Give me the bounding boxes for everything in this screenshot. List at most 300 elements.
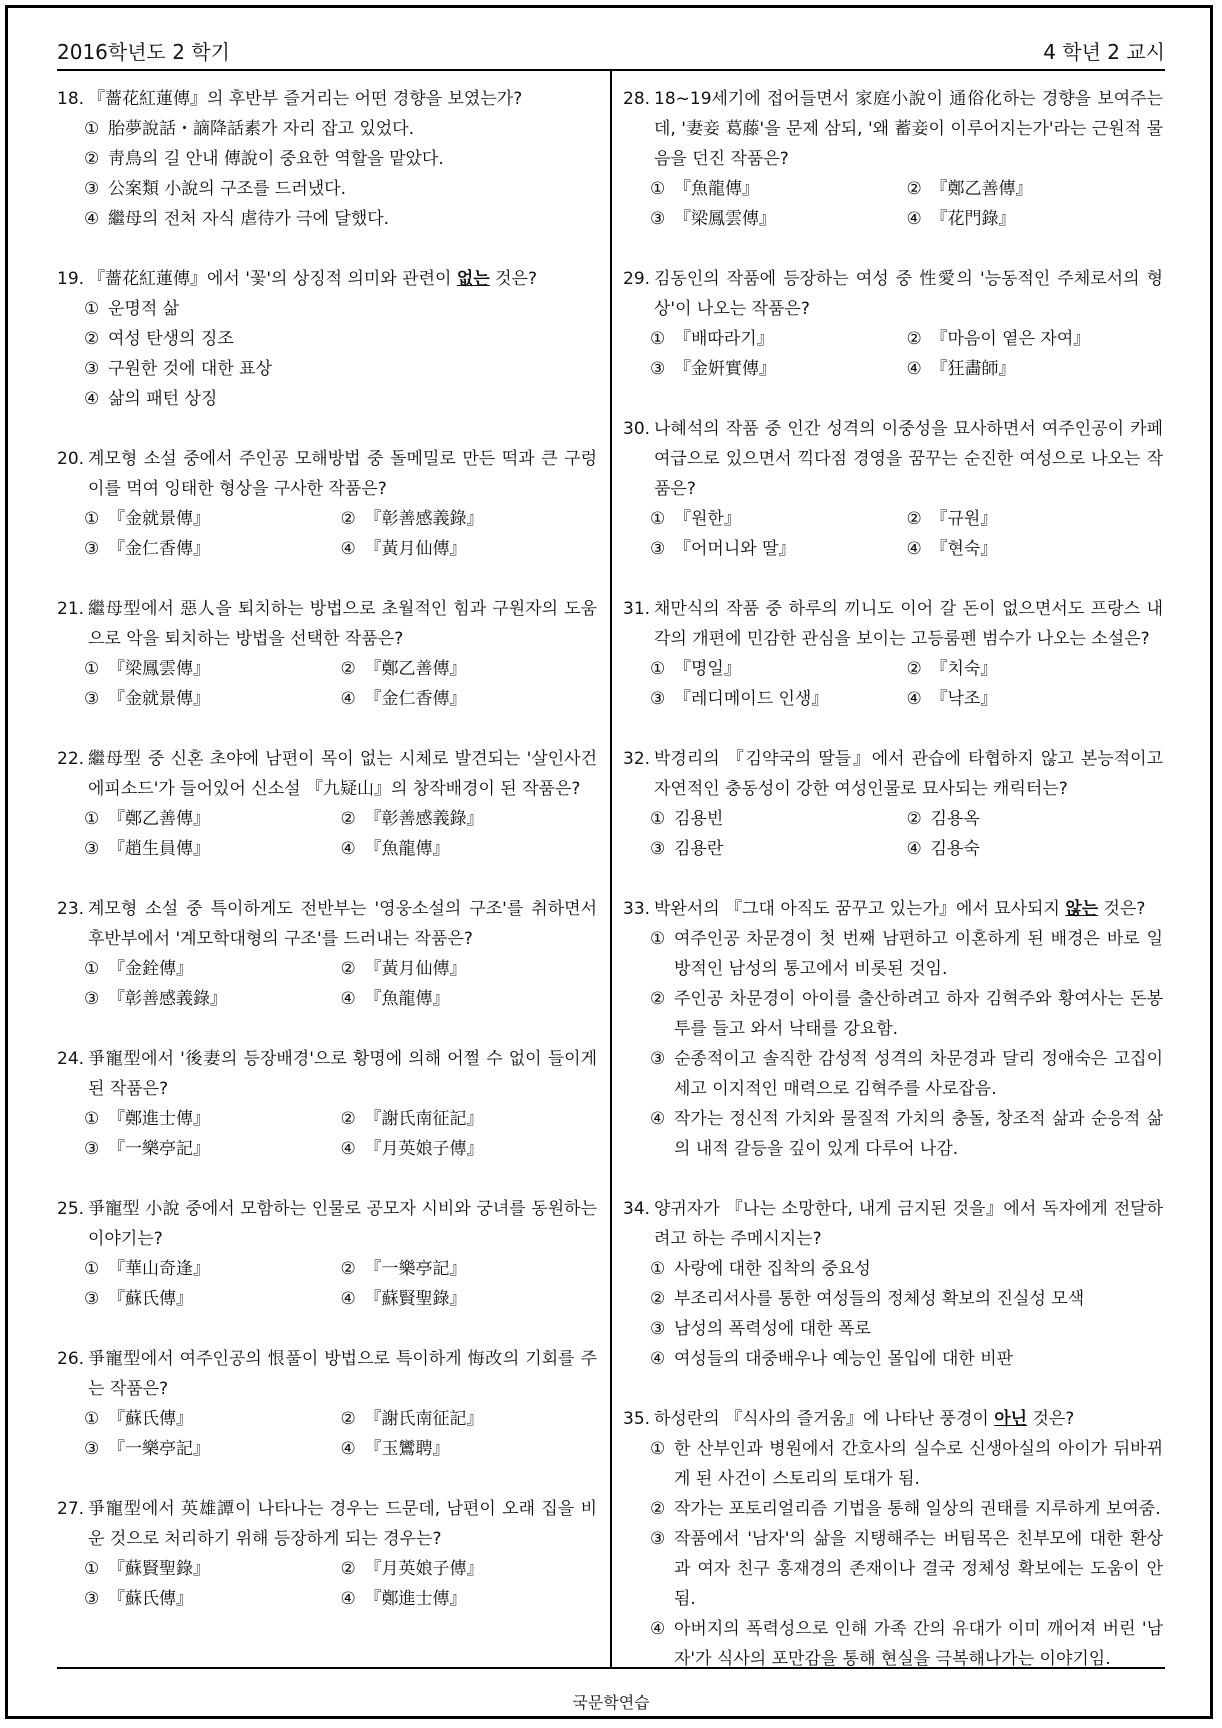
option-text: 작가는 포토리얼리즘 기법을 통해 일상의 권태를 지루하게 보여줌. <box>674 1499 1161 1519</box>
option-text: 『彰善感義錄』 <box>108 989 227 1009</box>
option-mark: ③ <box>84 1439 100 1459</box>
answer-option <box>623 1344 1163 1374</box>
course-name: 국문학연습 <box>572 1693 650 1712</box>
answer-option <box>623 1254 1163 1284</box>
question-stem <box>623 894 1163 924</box>
answer-options <box>57 654 597 714</box>
option-text: 『彰善感義錄』 <box>364 809 484 829</box>
option-text: 『마음이 옅은 자여』 <box>930 329 1091 349</box>
answer-option <box>907 174 1164 204</box>
question-stem <box>57 894 597 954</box>
option-text: 『金仁香傳』 <box>364 689 467 709</box>
option-text: 『梁鳳雲傳』 <box>674 209 776 229</box>
option-text: 『蘇賢聖錄』 <box>364 1289 467 1309</box>
answer-option <box>650 804 907 834</box>
option-text: 김용옥 <box>930 809 980 829</box>
option-text: 『蘇氏傳』 <box>108 1289 193 1309</box>
answer-option <box>57 144 597 174</box>
question-stem <box>623 264 1163 324</box>
option-mark: ③ <box>84 1289 100 1309</box>
question-stem <box>623 414 1163 504</box>
option-mark: ② <box>340 1109 356 1129</box>
option-text: 운명적 삶 <box>108 299 180 319</box>
answer-option <box>650 684 907 714</box>
answer-option <box>907 804 1164 834</box>
option-mark: ③ <box>84 689 100 709</box>
question-number: 18. <box>57 89 85 109</box>
option-text: 『謝氏南征記』 <box>364 1409 484 1429</box>
option-mark: ④ <box>340 1589 356 1609</box>
option-text: 삶의 패턴 상징 <box>108 389 218 409</box>
question <box>57 594 597 714</box>
question-number: 22. <box>57 749 85 769</box>
question-text: 김동인의 작품에 등장하는 여성 중 性愛의 '능동적인 주체로서의 형상'이 나오는 작품은? <box>654 269 1163 319</box>
question-text: 나혜석의 작품 중 인간 성격의 이중성을 묘사하면서 여주인공이 카페 여급으로 있으면서 끽다점 경영을 꿈꾸는 순진한 여성으로 나오는 작품은? <box>654 419 1163 499</box>
option-text: 『鄭乙善傳』 <box>108 809 210 829</box>
option-mark: ④ <box>906 689 922 709</box>
option-mark: ② <box>906 809 922 829</box>
answer-option <box>650 654 907 684</box>
answer-option <box>84 1134 341 1164</box>
answer-option <box>57 294 597 324</box>
question-number: 24. <box>57 1049 85 1069</box>
answer-option <box>57 204 597 234</box>
option-mark: ① <box>84 119 100 139</box>
answer-option <box>907 354 1164 384</box>
option-mark: ① <box>650 179 666 199</box>
answer-option <box>341 1554 598 1584</box>
question-number: 19. <box>57 269 85 289</box>
question <box>57 84 597 234</box>
option-mark: ② <box>84 329 100 349</box>
option-mark: ① <box>84 959 100 979</box>
option-text: 작가는 정신적 가치와 물질적 가치의 충돌, 창조적 삶과 순응적 삶의 내적 갈등을 깊이 있게 다루어 나감. <box>674 1109 1163 1159</box>
answer-option <box>84 1254 341 1284</box>
option-mark: ④ <box>340 839 356 859</box>
option-text: 『蘇氏傳』 <box>108 1589 193 1609</box>
question-number: 34. <box>623 1199 651 1219</box>
option-text: 『月英娘子傳』 <box>364 1559 484 1579</box>
question-stem <box>57 1494 597 1554</box>
option-text: 『원한』 <box>674 509 741 529</box>
answer-option <box>84 1104 341 1134</box>
answer-option <box>650 204 907 234</box>
question-number: 21. <box>57 599 85 619</box>
option-text: 주인공 차문경이 아이를 출산하려고 하자 김혁주와 황여사는 돈봉투를 들고 와서 낙태를 강요함. <box>674 989 1163 1039</box>
option-text: 김용숙 <box>930 839 980 859</box>
answer-option <box>341 1284 598 1314</box>
answer-option <box>341 1434 598 1464</box>
question-number: 20. <box>57 449 85 469</box>
answer-option <box>341 534 598 564</box>
option-mark: ① <box>650 509 666 529</box>
question-stem <box>57 1194 597 1254</box>
option-text: 여성들의 대중배우나 예능인 몰입에 대한 비판 <box>674 1349 1014 1369</box>
answer-options <box>57 504 597 564</box>
option-mark: ④ <box>340 689 356 709</box>
question <box>623 264 1163 384</box>
answer-option <box>341 804 598 834</box>
option-mark: ④ <box>906 359 922 379</box>
option-mark: ③ <box>650 1319 666 1339</box>
answer-option <box>907 324 1164 354</box>
option-mark: ③ <box>650 539 666 559</box>
option-text: 김용빈 <box>674 809 724 829</box>
question-text: 『薔花紅蓮傳』의 후반부 즐거리는 어떤 경향을 보였는가? <box>88 89 523 109</box>
option-mark: ③ <box>650 1529 666 1549</box>
option-text: 『鄭進士傳』 <box>108 1109 210 1129</box>
option-text: 부조리서사를 통한 여성들의 정체성 확보의 진실성 모색 <box>674 1289 1085 1309</box>
question-text: 爭寵型 小說 중에서 모함하는 인물로 공모자 시비와 궁녀를 동원하는 이야기는? <box>88 1199 597 1249</box>
page-header <box>57 36 1165 66</box>
option-text: 『一樂亭記』 <box>108 1439 210 1459</box>
option-mark: ④ <box>906 209 922 229</box>
question <box>57 1194 597 1314</box>
option-text: 『黃月仙傳』 <box>364 959 467 979</box>
option-text: 『규원』 <box>930 509 998 529</box>
question-stem <box>623 84 1163 174</box>
option-text: 『魚龍傳』 <box>674 179 759 199</box>
option-text: 『趙生員傳』 <box>108 839 210 859</box>
answer-option <box>341 954 598 984</box>
option-mark: ④ <box>650 1349 666 1369</box>
option-mark: ④ <box>906 539 922 559</box>
answer-option <box>650 324 907 354</box>
answer-option <box>341 1134 598 1164</box>
option-text: 『레디메이드 인생』 <box>674 689 829 709</box>
semester-label: 2016학년도 2 학기 <box>57 40 230 64</box>
answer-options <box>57 1104 597 1164</box>
answer-option <box>84 1434 341 1464</box>
option-text: 『金銓傳』 <box>108 959 193 979</box>
option-text: 『蘇氏傳』 <box>108 1409 193 1429</box>
option-mark: ② <box>906 659 922 679</box>
question-text: 박경리의 『김약국의 딸들』에서 관습에 타협하지 않고 본능적이고 자연적인 충동성이 강한 여성인물로 묘사되는 캐릭터는? <box>654 749 1163 799</box>
option-mark: ① <box>650 1259 666 1279</box>
question <box>623 744 1163 864</box>
answer-option <box>341 654 598 684</box>
option-mark: ③ <box>84 1139 100 1159</box>
answer-option <box>84 1554 341 1584</box>
option-mark: ① <box>650 329 666 349</box>
option-mark: ④ <box>340 539 356 559</box>
option-text: 작품에서 '남자'의 삶을 지탱해주는 버팀목은 친부모에 대한 환상과 여자 친구 홍재경의 존재이나 결국 정체성 확보에는 도움이 안 됨. <box>674 1529 1163 1609</box>
period-label: 4 학년 2 교시 <box>1043 40 1165 64</box>
answer-option <box>84 1284 341 1314</box>
question-number: 30. <box>623 419 651 439</box>
option-mark: ① <box>84 1259 100 1279</box>
option-mark: ② <box>340 809 356 829</box>
question <box>57 1344 597 1464</box>
answer-option <box>623 1614 1163 1674</box>
option-text: 『鄭進士傳』 <box>364 1589 467 1609</box>
answer-option <box>907 204 1164 234</box>
emphasized-word: 않는 <box>1065 899 1099 919</box>
question <box>57 444 597 564</box>
answer-option <box>341 834 598 864</box>
question-number: 35. <box>623 1409 651 1429</box>
option-mark: ③ <box>650 689 666 709</box>
option-mark: ④ <box>650 1619 666 1639</box>
option-mark: ① <box>84 659 100 679</box>
answer-option <box>623 924 1163 984</box>
question-text: 계모형 소설 중에서 주인공 모해방법 중 돌메밀로 만든 떡과 큰 구렁이를 먹여 잉태한 형상을 구사한 작품은? <box>88 449 597 499</box>
question-text <box>654 894 1163 924</box>
question-text: 18~19세기에 접어들면서 家庭小說이 通俗化하는 경향을 보여주는데, '妻妾 葛藤'을 문제 삼되, '왜 蓄妾이 이루어지는가'라는 근원적 물음을 던진 작품은? <box>654 89 1163 169</box>
answer-option <box>623 1104 1163 1164</box>
answer-option <box>84 954 341 984</box>
option-text: 胎夢說話・謫降話素가 자리 잡고 있었다. <box>108 119 414 139</box>
option-mark: ③ <box>84 179 100 199</box>
option-text: 한 산부인과 병원에서 간호사의 실수로 신생아실의 아이가 뒤바뀌게 된 사건이 스토리의 토대가 됨. <box>674 1439 1163 1489</box>
answer-option <box>84 504 341 534</box>
option-mark: ② <box>340 1559 356 1579</box>
right-column <box>623 84 1163 1704</box>
option-mark: ③ <box>650 1049 666 1069</box>
answer-option <box>341 1584 598 1614</box>
option-text: 『一樂亭記』 <box>364 1259 467 1279</box>
answer-option <box>84 534 341 564</box>
answer-option <box>341 984 598 1014</box>
option-text: 靑鳥의 길 안내 傳說이 중요한 역할을 맡았다. <box>108 149 444 169</box>
option-mark: ③ <box>84 989 100 1009</box>
answer-option <box>623 1314 1163 1344</box>
question-number: 27. <box>57 1499 85 1519</box>
option-mark: ① <box>650 809 666 829</box>
answer-option <box>341 504 598 534</box>
question-stem <box>623 744 1163 804</box>
option-mark: ① <box>84 1109 100 1129</box>
option-text: 여성 탄생의 징조 <box>108 329 234 349</box>
answer-option <box>84 1404 341 1434</box>
option-mark: ① <box>84 1559 100 1579</box>
answer-option <box>907 684 1164 714</box>
option-mark: ① <box>650 659 666 679</box>
answer-options <box>57 1554 597 1614</box>
option-mark: ② <box>650 1289 666 1309</box>
option-text: 『현숙』 <box>930 539 998 559</box>
option-text: 『배따라기』 <box>674 329 774 349</box>
answer-option <box>84 1584 341 1614</box>
answer-options <box>623 174 1163 234</box>
answer-option <box>907 534 1164 564</box>
option-mark: ④ <box>650 1109 666 1129</box>
option-mark: ② <box>340 1409 356 1429</box>
option-mark: ③ <box>84 839 100 859</box>
question <box>623 1194 1163 1374</box>
option-text: 『魚龍傳』 <box>364 989 450 1009</box>
option-text: 『謝氏南征記』 <box>364 1109 484 1129</box>
question <box>57 264 597 414</box>
question-text-post: 것은? <box>1098 899 1146 919</box>
answer-option <box>341 684 598 714</box>
option-text: 『치숙』 <box>930 659 998 679</box>
answer-option <box>623 1284 1163 1314</box>
answer-options <box>57 1404 597 1464</box>
option-mark: ② <box>650 1499 666 1519</box>
option-mark: ② <box>340 959 356 979</box>
option-mark: ④ <box>340 1139 356 1159</box>
option-text: 『金姸實傳』 <box>674 359 776 379</box>
option-text: 『玉鸞聘』 <box>364 1439 450 1459</box>
answer-options <box>57 1254 597 1314</box>
option-text: 『黃月仙傳』 <box>364 539 467 559</box>
answer-option <box>623 984 1163 1044</box>
question <box>57 744 597 864</box>
question-text: 양귀자가 『나는 소망한다, 내게 금지된 것을』에서 독자에게 전달하려고 하는 주메시지는? <box>654 1199 1163 1249</box>
answer-option <box>341 1104 598 1134</box>
option-text: 『낙조』 <box>930 689 998 709</box>
option-mark: ① <box>84 809 100 829</box>
question-text-pre: 하성란의 『식사의 즐거움』에 나타난 풍경이 <box>654 1409 995 1429</box>
question-stem <box>57 594 597 654</box>
question-stem <box>57 444 597 504</box>
question-number: 23. <box>57 899 85 919</box>
question <box>623 594 1163 714</box>
question-text: 繼母型에서 惡人을 퇴치하는 방법으로 초월적인 힘과 구원자의 도움으로 악을 퇴치하는 방법을 선택한 작품은? <box>88 599 597 649</box>
question-number: 26. <box>57 1349 85 1369</box>
answer-option <box>623 1044 1163 1104</box>
option-text: 繼母의 전처 자식 虐待가 극에 달했다. <box>108 209 390 229</box>
option-mark: ② <box>340 509 356 529</box>
answer-option <box>57 174 597 204</box>
answer-options <box>623 654 1163 714</box>
option-mark: ④ <box>84 389 100 409</box>
option-text: 사랑에 대한 집착의 중요성 <box>674 1259 871 1279</box>
question-text <box>654 1404 1163 1434</box>
answer-option <box>84 984 341 1014</box>
answer-option <box>623 1494 1163 1524</box>
question-number: 31. <box>623 599 651 619</box>
answer-option <box>57 324 597 354</box>
answer-options <box>57 804 597 864</box>
option-mark: ③ <box>84 359 100 379</box>
answer-option <box>57 384 597 414</box>
option-text: 『華山奇逢』 <box>108 1259 210 1279</box>
option-text: 『어머니와 딸』 <box>674 539 796 559</box>
answer-option <box>907 654 1164 684</box>
question <box>57 1044 597 1164</box>
option-text: 순종적이고 솔직한 감성적 성격의 차문경과 달리 정애숙은 고집이 세고 이지적인 매력으로 김혁주를 사로잡음. <box>674 1049 1163 1099</box>
answer-option <box>650 534 907 564</box>
question <box>623 84 1163 234</box>
answer-option <box>84 804 341 834</box>
option-mark: ② <box>906 329 922 349</box>
option-mark: ② <box>906 179 922 199</box>
option-mark: ② <box>84 149 100 169</box>
emphasized-word: 없는 <box>456 269 490 289</box>
question-number: 33. <box>623 899 651 919</box>
question-stem <box>57 1044 597 1104</box>
question-text: 爭寵型에서 여주인공의 恨풀이 방법으로 특이하게 悔改의 기회를 주는 작품은? <box>88 1349 597 1399</box>
question-text-pre: 박완서의 『그대 아직도 꿈꾸고 있는가』에서 묘사되지 <box>654 899 1066 919</box>
answer-option <box>84 654 341 684</box>
option-mark: ① <box>84 299 100 319</box>
question <box>57 1494 597 1614</box>
question-text-post: 것은? <box>489 269 537 289</box>
answer-option <box>341 1254 598 1284</box>
answer-option <box>57 114 597 144</box>
answer-option <box>84 684 341 714</box>
option-text: 김용란 <box>674 839 724 859</box>
left-column <box>57 84 597 1644</box>
answer-option <box>650 504 907 534</box>
option-text: 『金就景傳』 <box>108 689 210 709</box>
answer-options <box>57 954 597 1014</box>
question-stem <box>57 744 597 804</box>
question-stem <box>57 84 597 114</box>
answer-option <box>907 834 1164 864</box>
option-text: 『一樂亭記』 <box>108 1139 210 1159</box>
question-text: 爭寵型에서 '後妻의 등장배경'으로 황명에 의해 어쩔 수 없이 들이게 된 작품은? <box>88 1049 597 1099</box>
question-text: 계모형 소설 중 특이하게도 전반부는 '영웅소설의 구조'를 취하면서 후반부에서 '계모학대형의 구조'를 드러내는 작품은? <box>88 899 597 949</box>
answer-option <box>623 1524 1163 1614</box>
question-stem <box>623 594 1163 654</box>
question-text: 爭寵型에서 英雄譚이 나타나는 경우는 드문데, 남편이 오래 집을 비운 것으로 처리하기 위해 등장하게 되는 경우는? <box>88 1499 597 1549</box>
answer-option <box>907 504 1164 534</box>
answer-option <box>650 834 907 864</box>
column-divider <box>610 69 612 1667</box>
option-text: 『梁鳳雲傳』 <box>108 659 210 679</box>
question-stem <box>623 1194 1163 1254</box>
option-text: 『狂畵師』 <box>930 359 1016 379</box>
option-mark: ④ <box>340 989 356 1009</box>
option-mark: ④ <box>340 1289 356 1309</box>
option-mark: ② <box>340 659 356 679</box>
option-mark: ② <box>906 509 922 529</box>
option-text: 『月英娘子傳』 <box>364 1139 484 1159</box>
question-text-pre: 『薔花紅蓮傳』에서 '꽃'의 상징적 의미와 관련이 <box>88 269 457 289</box>
question-text <box>88 264 597 294</box>
option-text: 『花門錄』 <box>930 209 1016 229</box>
answer-option <box>341 1404 598 1434</box>
option-mark: ② <box>650 989 666 1009</box>
question <box>57 894 597 1014</box>
option-mark: ① <box>84 509 100 529</box>
option-text: 『鄭乙善傳』 <box>930 179 1033 199</box>
option-text: 公案類 小說의 구조를 드러냈다. <box>108 179 346 199</box>
answer-options <box>623 504 1163 564</box>
question-text: 繼母型 중 신혼 초야에 남편이 목이 없는 시체로 발견되는 '살인사건 에피소드'가 들어있어 신소설 『九疑山』의 창작배경이 된 작품은? <box>88 749 597 799</box>
question-number: 25. <box>57 1199 85 1219</box>
question <box>623 414 1163 564</box>
question-stem <box>57 264 597 294</box>
answer-options <box>623 324 1163 384</box>
option-mark: ① <box>650 1439 666 1459</box>
option-text: 『鄭乙善傳』 <box>364 659 467 679</box>
option-text: 『魚龍傳』 <box>364 839 450 859</box>
answer-options <box>623 804 1163 864</box>
question-text: 채만식의 작품 중 하루의 끼니도 이어 갈 돈이 없으면서도 프랑스 내각의 개편에 민감한 관심을 보이는 고등룸펜 범수가 나오는 소설은? <box>654 599 1163 649</box>
option-mark: ② <box>340 1259 356 1279</box>
option-mark: ① <box>84 1409 100 1429</box>
question-text-post: 것은? <box>1027 1409 1075 1429</box>
option-mark: ③ <box>650 839 666 859</box>
answer-option <box>57 354 597 384</box>
option-text: 『金仁香傳』 <box>108 539 210 559</box>
emphasized-word: 아닌 <box>994 1409 1028 1429</box>
question-number: 28. <box>623 89 651 109</box>
option-mark: ③ <box>650 209 666 229</box>
question-number: 29. <box>623 269 651 289</box>
option-mark: ④ <box>84 209 100 229</box>
question-stem <box>57 1344 597 1404</box>
option-mark: ③ <box>650 359 666 379</box>
option-text: 『金就景傳』 <box>108 509 210 529</box>
option-text: 『彰善感義錄』 <box>364 509 484 529</box>
answer-option <box>84 834 341 864</box>
question <box>623 1404 1163 1674</box>
